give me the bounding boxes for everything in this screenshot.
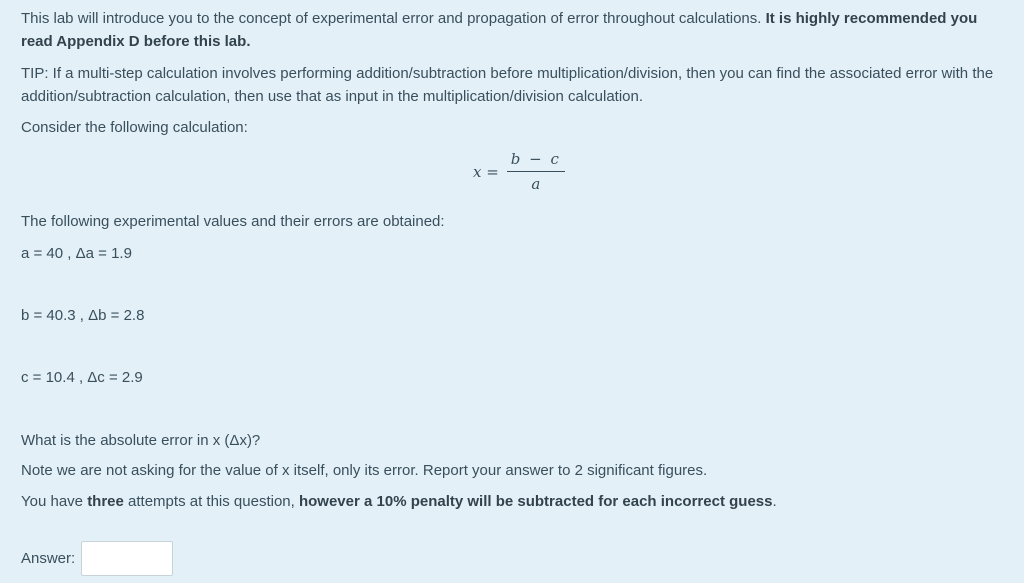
tip-paragraph: TIP: If a multi-step calculation involves performing addition/subtraction before multiplication/division, then you can find the associated error with the addition/subtraction calculation, then use that as input in the multiplication/division calculation. bbox=[21, 65, 994, 105]
attempts-pre: You have bbox=[21, 493, 88, 510]
following-text: The following experimental values and their errors are obtained: bbox=[21, 213, 445, 230]
formula-fraction bbox=[507, 150, 565, 193]
intro-text: This lab will introduce you to the concept of experimental error and propagation of error throughout calculations. bbox=[21, 10, 766, 27]
consider-text: Consider the following calculation: bbox=[21, 119, 248, 136]
attempts-text bbox=[21, 490, 777, 513]
note-text: Note we are not asking for the value of x itself, only its error. Report your answer to 2 significant figures. bbox=[21, 462, 708, 479]
question-text: What is the absolute error in x (Δx)? bbox=[21, 432, 261, 449]
value-a: a = 40 , Δa = 1.9 bbox=[21, 245, 132, 262]
answer-input[interactable] bbox=[81, 541, 173, 576]
attempts-end: . bbox=[772, 493, 777, 510]
value-c: c = 10.4 , Δc = 2.9 bbox=[21, 369, 143, 386]
intro-paragraph bbox=[21, 7, 996, 53]
formula bbox=[473, 150, 565, 193]
formula-denominator: a bbox=[531, 175, 541, 193]
answer-row bbox=[21, 541, 173, 576]
answer-label: Answer: bbox=[21, 550, 76, 567]
formula-numerator: b − c bbox=[507, 150, 565, 172]
intro-bold-text: It is highly recommended you read Appendix D before this lab. bbox=[21, 10, 978, 50]
attempts-count: three bbox=[87, 493, 124, 510]
attempts-mid: attempts at this question, bbox=[123, 493, 299, 510]
formula-lhs: x = bbox=[473, 162, 499, 181]
value-b: b = 40.3 , Δb = 2.8 bbox=[21, 307, 145, 324]
attempts-penalty: however a 10% penalty will be subtracted for each incorrect guess bbox=[298, 493, 773, 510]
